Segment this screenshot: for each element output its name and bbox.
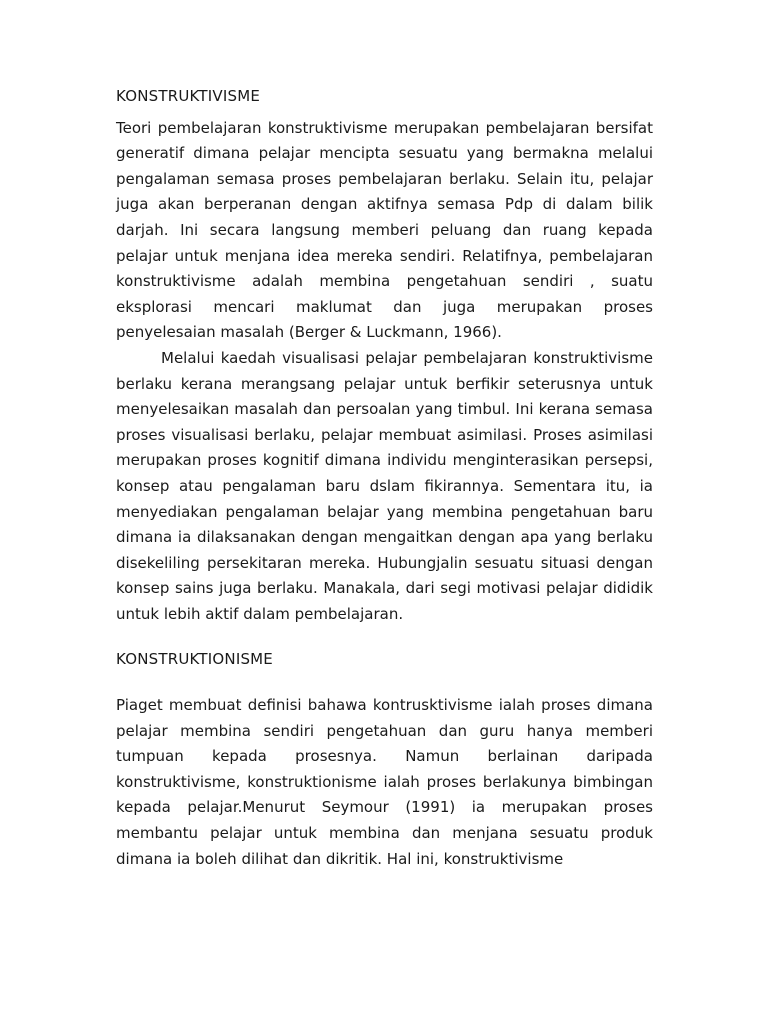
paragraph-3: Piaget membuat definisi bahawa kontrusktivisme ialah proses dimana pelajar membina sendiri pengetahuan dan guru hanya memberi tumpuan kepada prosesnya. Namun berlainan daripada konstruktivisme, konstruktionisme ialah proses berlakunya bimbingan kepada pelajar.Menurut Seymour (1991) ia merupakan proses membantu pelajar untuk membina dan menjana sesuatu produk dimana ia boleh dilihat dan dikritik. Hal ini, konstruktivisme [116,696,653,868]
paragraph-1: Teori pembelajaran konstruktivisme merupakan pembelajaran bersifat generatif dimana pelajar mencipta sesuatu yang bermakna melalui pengalaman semasa proses pembelajaran berlaku. Selain itu, pelajar juga akan berperanan dengan aktifnya semasa Pdp di dalam bilik darjah. Ini secara langsung memberi peluang dan ruang kepada pelajar untuk menjana idea mereka sendiri. Relatifnya, pembelajaran konstruktivisme adalah membina pengetahuan sendiri , suatu eksplorasi mencari maklumat dan juga merupakan proses penyelesaian masalah (Berger & Luckmann, 1966). [116,118,653,342]
heading-konstruktivisme: KONSTRUKTIVISME [116,87,261,105]
paragraph-2: Melalui kaedah visualisasi pelajar pembelajaran konstruktivisme berlaku kerana merangsang pelajar untuk berfikir seterusnya untuk menyelesaikan masalah dan persoalan yang timbul. Ini kerana semasa proses visualisasi berlaku, pelajar membuat asimilasi. Proses asimilasi merupakan proses kognitif dimana individu menginterasikan persepsi, konsep atau pengalaman baru dslam fikirannya. Sementara itu, ia menyediakan pengalaman belajar yang membina pengetahuan baru dimana ia dilaksanakan dengan mengaitkan dengan apa yang berlaku disekeliling persekitaran mereka. Hubungjalin sesuatu situasi dengan konsep sains juga berlaku. Manakala, dari segi motivasi pelajar dididik untuk lebih aktif dalam pembelajaran. [116,348,653,623]
heading-konstruktionisme: KONSTRUKTIONISME [116,650,273,669]
document-page [116,84,653,872]
